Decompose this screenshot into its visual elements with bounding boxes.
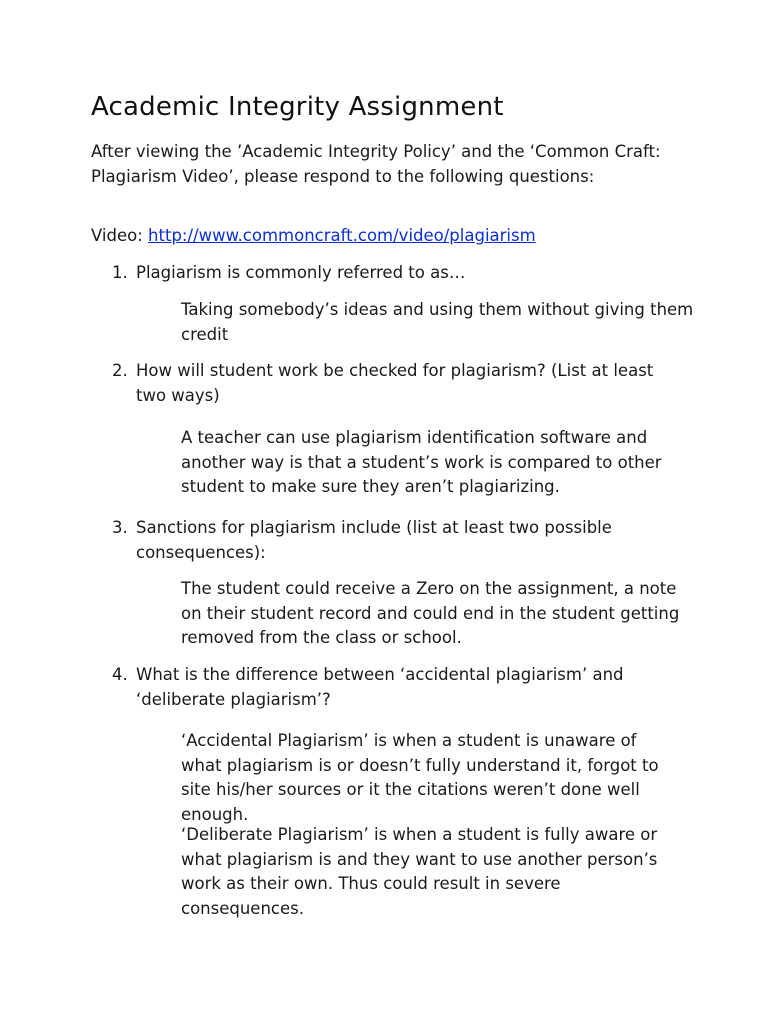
video-line	[91, 224, 536, 249]
question-text: Sanctions for plagiarism include (list at least two possible consequences):	[136, 518, 612, 562]
intro-paragraph: After viewing the ’Academic Integrity Policy’ and the ‘Common Craft: Plagiarism Video’, please respond to the following questions:	[91, 142, 661, 186]
question-text: Plagiarism is commonly referred to as…	[136, 263, 466, 282]
question-number: 1.	[112, 263, 128, 282]
question-4	[112, 663, 672, 712]
question-3	[112, 516, 672, 565]
question-1	[112, 261, 672, 286]
question-number: 3.	[112, 518, 128, 537]
answer-1: Taking somebody’s ideas and using them without giving them credit	[181, 300, 694, 344]
video-link[interactable]: http://www.commoncraft.com/video/plagiarism	[148, 226, 536, 245]
answer-3: The student could receive a Zero on the assignment, a note on their student record and could end in the student getting removed from the class or school.	[181, 579, 680, 647]
question-2	[112, 359, 672, 408]
question-text: How will student work be checked for plagiarism? (List at least two ways)	[136, 361, 654, 405]
answer-4-deliberate: ‘Deliberate Plagiarism’ is when a student is fully aware or what plagiarism is and they want to use another person’s work as their own. Thus could result in severe consequences.	[181, 825, 658, 918]
answer-4-accidental: ‘Accidental Plagiarism’ is when a student is unaware of what plagiarism is or doesn’t fully understand it, forgot to site his/her sources or it the citations weren’t done well enough.	[181, 731, 659, 824]
question-text: What is the difference between ‘accidental plagiarism’ and ‘deliberate plagiarism’?	[136, 665, 624, 709]
video-label: Video:	[91, 226, 149, 245]
page-title: Academic Integrity Assignment	[91, 92, 504, 122]
question-number: 4.	[112, 665, 128, 684]
answer-2: A teacher can use plagiarism identification software and another way is that a student’s work is compared to other student to make sure they aren’t plagiarizing.	[181, 428, 662, 496]
question-number: 2.	[112, 361, 128, 380]
